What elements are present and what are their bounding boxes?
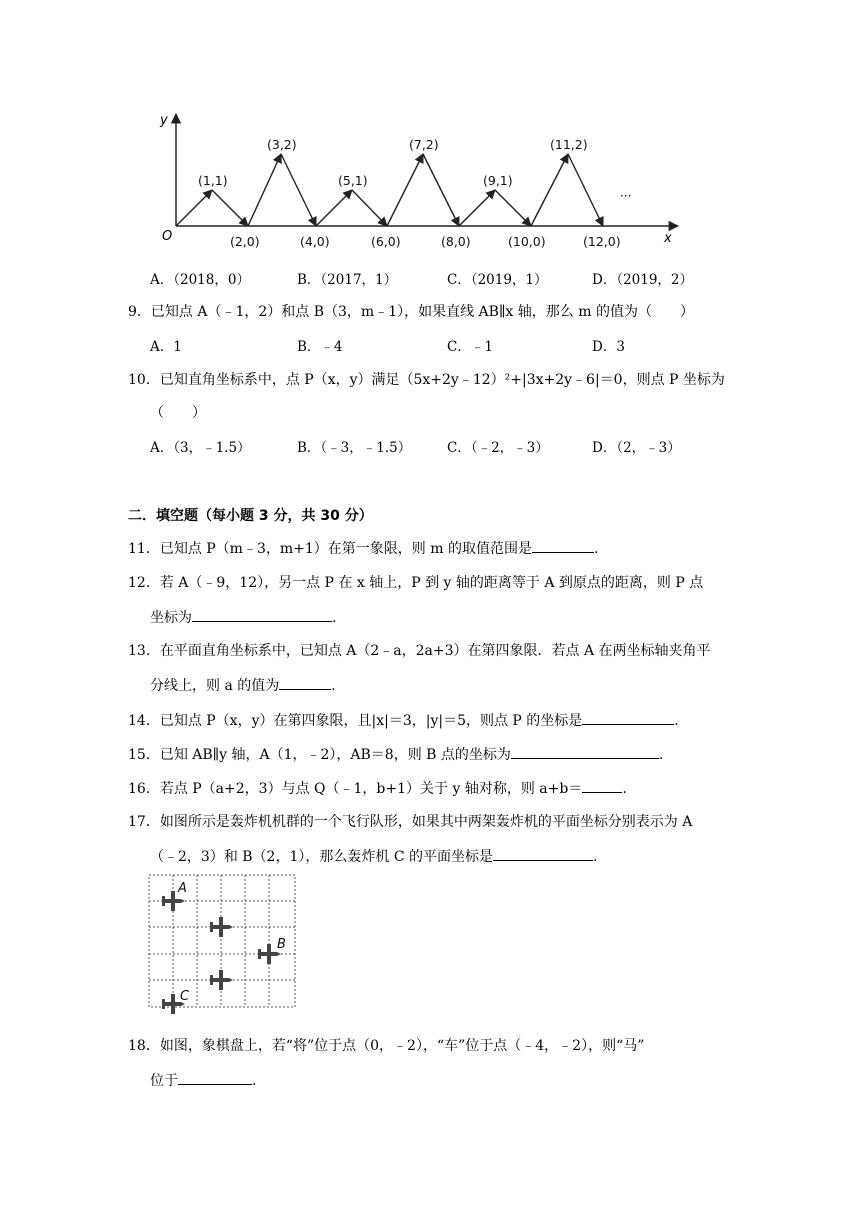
section-heading: 二．填空题（每小题 3 分，共 30 分）: [128, 508, 373, 524]
seg-12: [568, 154, 603, 226]
q14: [128, 710, 679, 731]
q9-option-d: D．3: [592, 339, 625, 355]
zero-label-1: (2,0): [230, 234, 260, 249]
q13-text-cont: 分线上，则 a 的值为: [150, 678, 280, 694]
zigzag-graph: [150, 108, 690, 253]
zero-label-6: (12,0): [583, 234, 621, 249]
y-axis-label: y: [160, 113, 168, 128]
q15: [128, 744, 663, 765]
q14-end: .: [674, 713, 679, 729]
q9-option-c: C．﹣1: [447, 339, 493, 355]
seg-8: [423, 154, 459, 226]
seg-9: [459, 190, 495, 226]
q10-option-d: D．（2，﹣3）: [592, 440, 681, 456]
seg-1: [176, 190, 212, 226]
q15-text: 15．已知 AB∥y 轴，A（1，﹣2），AB＝8，则 B 点的坐标为: [128, 747, 511, 763]
q10-option-b: B．（﹣3，﹣1.5）: [297, 440, 412, 456]
peak-label-3: (5,1): [338, 173, 368, 188]
q12-line2: [150, 607, 336, 628]
q8-option-d: D．（2019，2）: [592, 272, 694, 288]
q12-text-cont: 坐标为: [150, 610, 192, 626]
seg-11: [531, 154, 568, 226]
q9-option-a: A．1: [150, 339, 182, 355]
q16-end: .: [622, 781, 627, 797]
q16-answer-blank[interactable]: [582, 778, 622, 793]
q8-option-c: C．（2019，1）: [447, 272, 548, 288]
origin-label: O: [162, 229, 173, 244]
q13-text: 13．在平面直角坐标系中，已知点 A（2﹣a，2a+3）在第四象限．若点 A 在两坐标轴夹角平: [128, 643, 711, 659]
q8-option-a: A．（2018，0）: [150, 272, 250, 288]
seg-7: [387, 154, 423, 226]
zero-label-2: (4,0): [300, 234, 330, 249]
zero-label-4: (8,0): [441, 234, 471, 249]
q15-end: .: [658, 747, 664, 763]
q11-answer-blank[interactable]: [532, 538, 594, 553]
seg-2: [212, 190, 248, 226]
x-axis-label: x: [664, 231, 672, 246]
q9-option-b: B．﹣4: [297, 339, 343, 355]
plane-label-a: A: [178, 881, 187, 896]
bomber-grid-figure: [146, 872, 300, 1014]
zero-label-5: (10,0): [508, 234, 546, 249]
q16-text: 16．若点 P（a+2，3）与点 Q（﹣1，b+1）关于 y 轴对称，则 a+b＝: [128, 781, 583, 797]
q8-option-b: B．（2017，1）: [297, 272, 398, 288]
seg-3: [248, 154, 281, 226]
q12-text: 12．若 A（﹣9，12），另一点 P 在 x 轴上，P 到 y 轴的距离等于 A 到原点的距离，则 P 点: [128, 575, 704, 591]
q18-text-cont: 位于: [150, 1073, 178, 1089]
plane-2-icon: [210, 917, 233, 937]
seg-5: [316, 190, 352, 226]
q18-end: .: [252, 1073, 257, 1089]
q12-end: .: [332, 610, 337, 626]
q14-text: 14．已知点 P（x，y）在第四象限，且|x|＝3，|y|＝5，则点 P 的坐标是: [128, 713, 583, 729]
q9-text: 9．已知点 A（﹣1，2）和点 B（3，m﹣1），如果直线 AB∥x 轴，那么 m 的值为（ ）: [128, 304, 694, 320]
q13-end: .: [331, 678, 336, 694]
q17-text: 17．如图所示是轰炸机机群的一个飞行队形，如果其中两架轰炸机的平面坐标分别表示为 A: [128, 814, 693, 830]
q17-end: .: [592, 849, 598, 865]
q13-answer-blank[interactable]: [279, 675, 331, 690]
q10-option-c: C．（﹣2，﹣3）: [447, 440, 549, 456]
q10-text-cont: （ ）: [150, 405, 206, 421]
ellipsis-label: ···: [620, 189, 632, 203]
peak-label-5: (9,1): [483, 173, 513, 188]
q15-answer-blank[interactable]: [511, 744, 659, 759]
plane-label-c: C: [180, 989, 190, 1004]
q14-answer-blank[interactable]: [582, 710, 674, 725]
q12-answer-blank[interactable]: [192, 607, 332, 622]
peak-label-1: (1,1): [198, 173, 228, 188]
seg-10: [495, 190, 531, 226]
seg-4: [281, 154, 316, 226]
q17-answer-blank[interactable]: [493, 846, 593, 861]
q11-text: 11．已知点 P（m﹣3，m+1）在第一象限，则 m 的取值范围是: [128, 541, 532, 557]
q18-line2: [150, 1070, 256, 1091]
q17-text-cont: （﹣2，3）和 B（2，1），那么轰炸机 C 的平面坐标是: [150, 849, 493, 865]
q17-line2: [150, 846, 597, 867]
zero-label-3: (6,0): [371, 234, 401, 249]
peak-label-6: (11,2): [550, 137, 588, 152]
q10-option-a: A．（3，﹣1.5）: [150, 440, 251, 456]
q16: [128, 778, 627, 799]
peak-label-4: (7,2): [409, 137, 439, 152]
q13-line2: [150, 675, 336, 696]
peak-label-2: (3,2): [267, 137, 297, 152]
q11: [128, 538, 598, 559]
plane-label-b: B: [277, 937, 286, 952]
q10-text: 10．已知直角坐标系中，点 P（x，y）满足（5x+2y﹣12）²+|3x+2y﹣6|＝0，则点 P 坐标为: [128, 372, 725, 388]
q18-text: 18．如图，象棋盘上，若“将”位于点（0，﹣2），“车”位于点（﹣4，﹣2），则“马”: [128, 1038, 645, 1054]
plane-4-icon: [210, 970, 233, 990]
q11-end: .: [593, 541, 599, 557]
q18-answer-blank[interactable]: [178, 1070, 252, 1085]
seg-6: [352, 190, 387, 226]
